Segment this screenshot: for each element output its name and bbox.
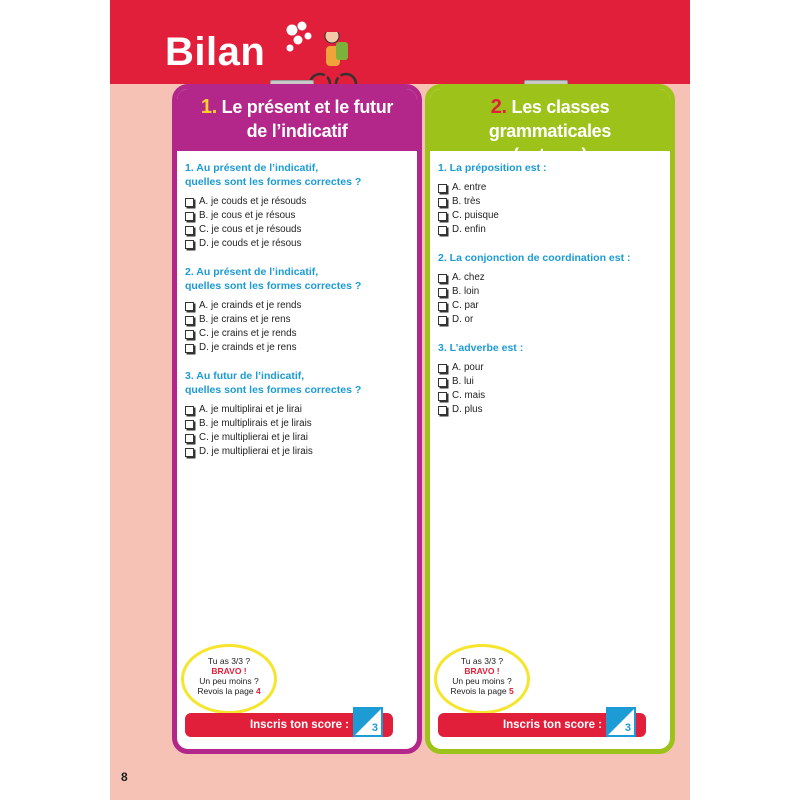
checkbox-icon[interactable]	[185, 212, 194, 221]
checkbox-icon[interactable]	[438, 274, 447, 283]
checkbox-icon[interactable]	[185, 406, 194, 415]
score-total: 3	[371, 722, 378, 734]
score-input[interactable]	[606, 707, 636, 737]
checkbox-icon[interactable]	[438, 288, 447, 297]
answer-option[interactable]: D. or	[438, 313, 670, 327]
question: 2. La conjonction de coordination est :	[438, 252, 631, 264]
answer-option[interactable]: C. mais	[438, 389, 670, 403]
score-input[interactable]	[353, 707, 383, 737]
checkbox-icon[interactable]	[438, 212, 447, 221]
answer-option[interactable]: D. je couds et je résous	[185, 237, 417, 251]
answer-option[interactable]: D. je multiplierai et je lirais	[185, 445, 417, 459]
checkbox-icon[interactable]	[185, 330, 194, 339]
answer-option[interactable]: B. très	[438, 195, 670, 209]
answer-option[interactable]: D. je crainds et je rens	[185, 341, 417, 355]
score-label: Inscris ton score :	[249, 719, 349, 731]
answer-option[interactable]: A. je multiplirai et je lirai	[185, 403, 417, 417]
checkbox-icon[interactable]	[185, 316, 194, 325]
answer-option[interactable]: C. puisque	[438, 209, 670, 223]
encouragement-bubble: Tu as 3/3 ? BRAVO ! Un peu moins ? Revois la page 4	[181, 644, 277, 714]
answer-option[interactable]: B. je crains et je rens	[185, 313, 417, 327]
card-header	[430, 89, 670, 165]
answer-option[interactable]: C. je crains et je rends	[185, 327, 417, 341]
checkbox-icon[interactable]	[438, 392, 447, 401]
page-number: 8	[121, 770, 128, 784]
page-title: Bilan	[165, 30, 266, 74]
encouragement-bubble: Tu as 3/3 ? BRAVO ! Un peu moins ? Revois la page 5	[434, 644, 530, 714]
checkbox-icon[interactable]	[438, 302, 447, 311]
question: 1. Au présent de l’indicatif, quelles sont les formes correctes ?	[185, 162, 362, 188]
checkbox-icon[interactable]	[438, 184, 447, 193]
checkbox-icon[interactable]	[185, 302, 194, 311]
question: 3. L’adverbe est :	[438, 342, 524, 354]
quiz-card-indicatif	[172, 84, 422, 754]
answer-option[interactable]: D. enfin	[438, 223, 670, 237]
checkbox-icon[interactable]	[185, 448, 194, 457]
checkbox-icon[interactable]	[185, 344, 194, 353]
question: 3. Au futur de l’indicatif, quelles sont les formes correctes ?	[185, 370, 362, 396]
card-header	[177, 89, 417, 151]
checkbox-icon[interactable]	[438, 316, 447, 325]
score-total: 3	[624, 722, 631, 734]
section-number: 2.	[490, 96, 507, 118]
answer-option[interactable]: C. je cous et je résouds	[185, 223, 417, 237]
question: 1. La préposition est :	[438, 162, 547, 174]
answer-option[interactable]: C. je multiplierai et je lirai	[185, 431, 417, 445]
card-body	[177, 151, 417, 459]
answer-option[interactable]: B. loin	[438, 285, 670, 299]
answer-option[interactable]: D. plus	[438, 403, 670, 417]
score-bar	[185, 713, 393, 737]
answer-option[interactable]: A. pour	[438, 361, 670, 375]
answer-option[interactable]: B. lui	[438, 375, 670, 389]
checkbox-icon[interactable]	[438, 364, 447, 373]
checkbox-icon[interactable]	[438, 198, 447, 207]
checkbox-icon[interactable]	[185, 226, 194, 235]
section-title-line1: Les classes grammaticales	[488, 97, 612, 141]
checkbox-icon[interactable]	[438, 378, 447, 387]
quiz-card-classes-grammaticales	[425, 84, 675, 754]
question: 2. Au présent de l’indicatif, quelles sont les formes correctes ?	[185, 266, 362, 292]
checkbox-icon[interactable]	[185, 420, 194, 429]
checkbox-icon[interactable]	[185, 434, 194, 443]
answer-option[interactable]: A. je crainds et je rends	[185, 299, 417, 313]
answer-option[interactable]: B. je multiplirais et je lirais	[185, 417, 417, 431]
section-title-line2: de l’indicatif	[246, 121, 348, 141]
checkbox-icon[interactable]	[438, 406, 447, 415]
section-title-line1: Le présent et le futur	[221, 97, 394, 117]
checkbox-icon[interactable]	[185, 198, 194, 207]
score-label: Inscris ton score :	[502, 719, 602, 731]
card-body	[430, 151, 670, 417]
checkbox-icon[interactable]	[185, 240, 194, 249]
answer-option[interactable]: C. par	[438, 299, 670, 313]
answer-option[interactable]: B. je cous et je résous	[185, 209, 417, 223]
checkbox-icon[interactable]	[438, 226, 447, 235]
answer-option[interactable]: A. chez	[438, 271, 670, 285]
answer-option[interactable]: A. entre	[438, 181, 670, 195]
section-number: 1.	[200, 96, 217, 118]
answer-option[interactable]: A. je couds et je résouds	[185, 195, 417, 209]
section-title-line2: (natures)	[512, 145, 588, 165]
score-bar	[438, 713, 646, 737]
